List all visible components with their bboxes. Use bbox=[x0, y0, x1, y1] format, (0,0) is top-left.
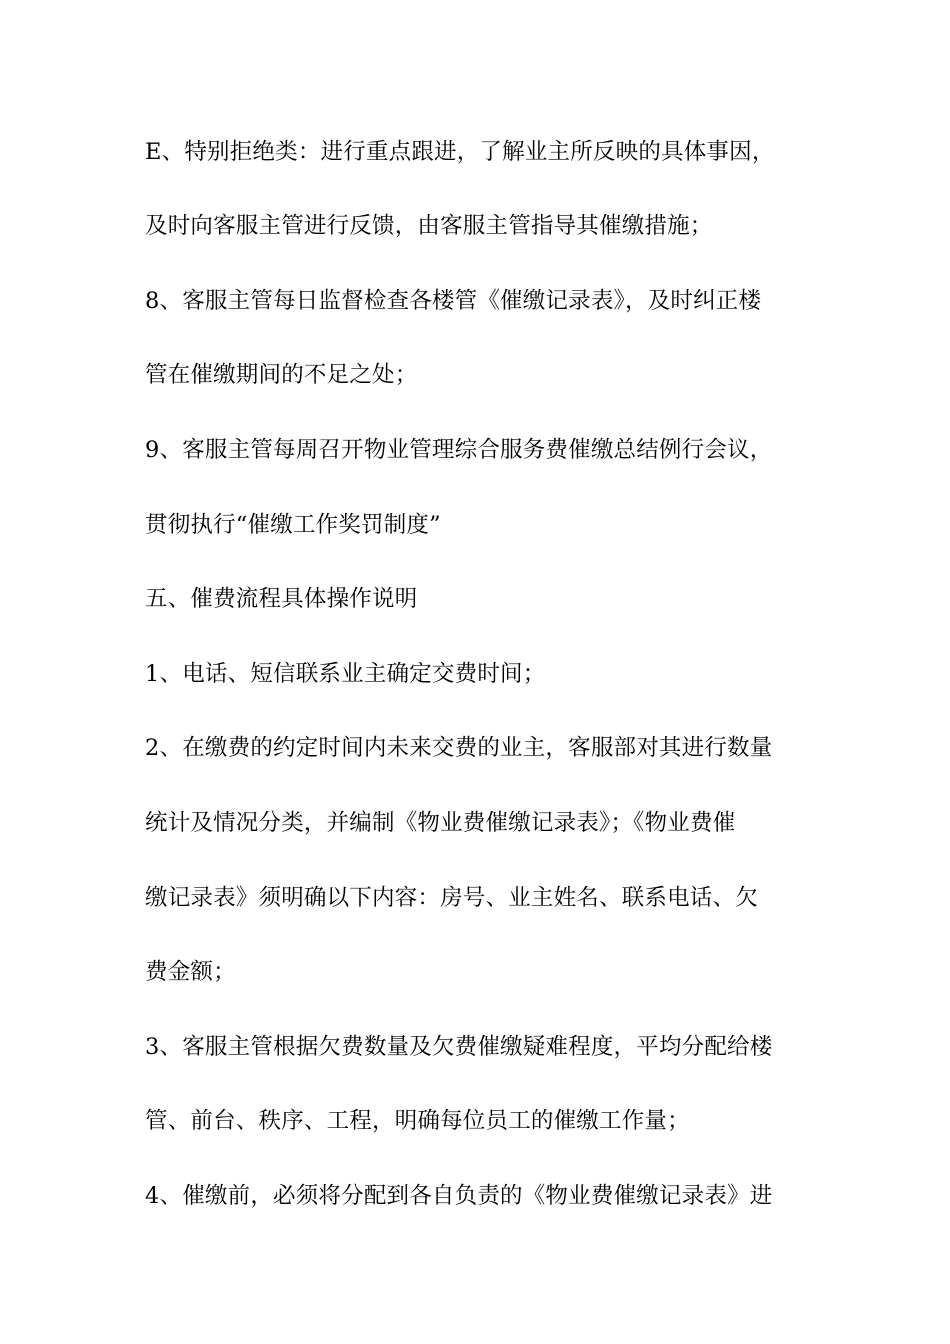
text-line: 费金额； bbox=[145, 959, 236, 985]
text-line: 4、催缴前，必须将分配到各自负责的《物业费催缴记录表》进 bbox=[145, 1183, 773, 1209]
text-line: 管在催缴期间的不足之处； bbox=[145, 362, 418, 388]
text-line: 9、客服主管每周召开物业管理综合服务费催缴总结例行会议， bbox=[145, 437, 773, 463]
text-line: 及时向客服主管进行反馈，由客服主管指导其催缴措施； bbox=[145, 213, 713, 239]
text-line: 统计及情况分类，并编制《物业费催缴记录表》；《物业费催 bbox=[145, 810, 736, 836]
text-line: 8、客服主管每日监督检查各楼管《催缴记录表》，及时纠正楼 bbox=[145, 288, 762, 314]
text-line: 管、前台、秩序、工程，明确每位员工的催缴工作量； bbox=[145, 1108, 690, 1134]
text-line: 贯彻执行“催缴工作奖罚制度” bbox=[145, 512, 441, 538]
text-line: 2、在缴费的约定时间内未来交费的业主，客服部对其进行数量 bbox=[145, 735, 773, 761]
text-line: 3、客服主管根据欠费数量及欠费催缴疑难程度，平均分配给楼 bbox=[145, 1034, 773, 1060]
section-heading: 五、催费流程具体操作说明 bbox=[145, 586, 418, 612]
text-line: 缴记录表》须明确以下内容：房号、业主姓名、联系电话、欠 bbox=[145, 885, 758, 911]
text-line: 1、电话、短信联系业主确定交费时间； bbox=[145, 661, 546, 687]
text-line: E、特别拒绝类：进行重点跟进，了解业主所反映的具体事因， bbox=[145, 139, 775, 165]
